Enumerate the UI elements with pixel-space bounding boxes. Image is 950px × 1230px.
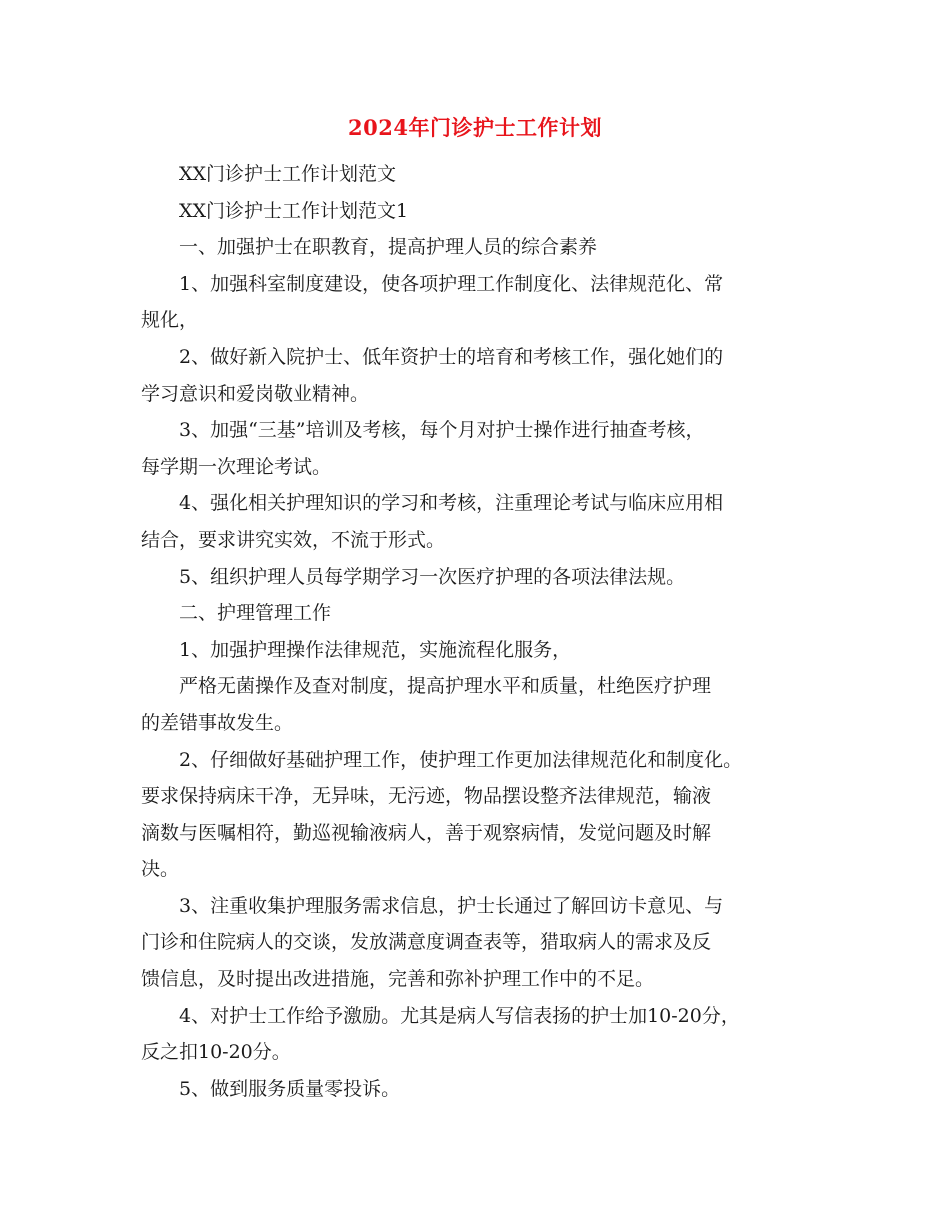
text-line: 决。	[141, 858, 180, 881]
text-line: 严格无菌操作及查对制度，提高护理水平和质量，杜绝医疗护理	[179, 675, 712, 698]
text-line: 3、注重收集护理服务需求信息，护士长通过了解回访卡意见、与	[179, 894, 724, 917]
text-line: 结合，要求讲究实效，不流于形式。	[141, 528, 446, 551]
text-line: 4、对护士工作给予激励。尤其是病人写信表扬的护士加10-20分，	[179, 1004, 740, 1027]
text-line: 5、组织护理人员每学期学习一次医疗护理的各项法律法规。	[179, 565, 686, 588]
text-line: 1、加强科室制度建设，使各项护理工作制度化、法律规范化、常	[179, 272, 724, 295]
section-heading: 一、加强护士在职教育，提高护理人员的综合素养	[179, 236, 598, 259]
text-line: 的差错事故发生。	[141, 711, 294, 734]
text-line: XX门诊护士工作计划范文	[179, 163, 397, 185]
text-line: 2、仔细做好基础护理工作，使护理工作更加法律规范化和制度化。	[179, 748, 743, 771]
text-line: 2、做好新入院护士、低年资护士的培育和考核工作，强化她们的	[179, 345, 724, 368]
text-line: 4、强化相关护理知识的学习和考核，注重理论考试与临床应用相	[179, 492, 724, 515]
text-line: XX门诊护士工作计划范文1	[179, 199, 409, 222]
text-line: 规化，	[141, 309, 199, 332]
text-line: 3、加强“三基”培训及考核，每个月对护士操作进行抽查考核，	[179, 419, 705, 442]
text-line: 学习意识和爱岗敬业精神。	[141, 382, 370, 405]
document-title: 2024年门诊护士工作计划	[348, 115, 602, 140]
text-line: 滴数与医嘱相符，勤巡视输液病人，善于观察病情，发觉问题及时解	[141, 821, 712, 844]
document-body	[141, 156, 821, 1107]
text-line: 每学期一次理论考试。	[141, 455, 332, 478]
text-line: 反之扣10-20分。	[141, 1041, 291, 1064]
text-line: 5、做到服务质量零投诉。	[179, 1077, 401, 1100]
section-heading: 二、护理管理工作	[179, 602, 332, 625]
text-line: 门诊和住院病人的交谈，发放满意度调查表等，猎取病人的需求及反	[141, 931, 712, 954]
text-line: 馈信息，及时提出改进措施，完善和弥补护理工作中的不足。	[141, 968, 655, 991]
text-line: 1、加强护理操作法律规范，实施流程化服务，	[179, 638, 572, 661]
text-line: 要求保持病床干净，无异味，无污迹，物品摆设整齐法律规范，输液	[141, 785, 712, 808]
